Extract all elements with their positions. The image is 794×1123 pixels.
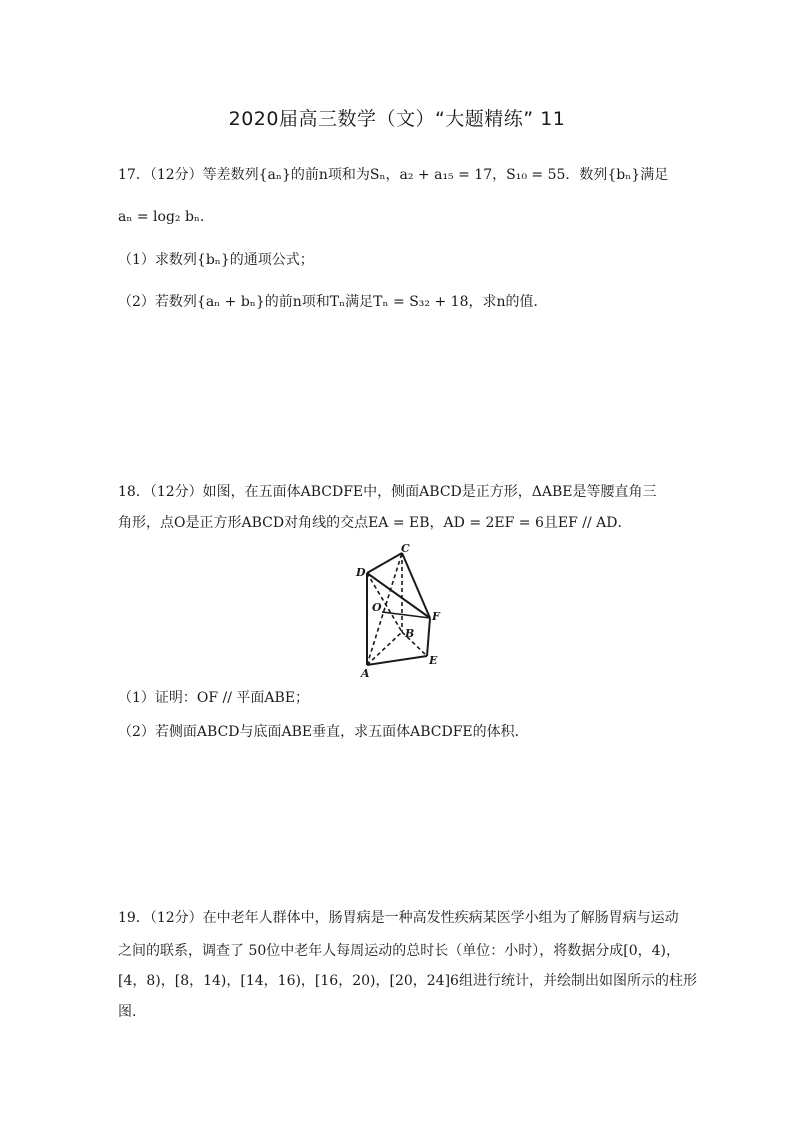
label-b: B [405, 627, 415, 640]
pentahedron-figure [352, 540, 452, 680]
label-c: C [401, 542, 410, 555]
problem-18-statement: 18．（12分）如图，在五面体ABCDFE中，侧面ABCD是正方形，ΔABE是等腰直角三 [118, 484, 657, 500]
label-e: E [429, 654, 438, 667]
page-title: 2020届高三数学（文）“大题精练” 11 [228, 108, 566, 130]
edge-ae [367, 656, 427, 665]
label-f: F [432, 610, 440, 623]
problem-19-statement-cont-3: 图． [118, 1004, 146, 1020]
problem-19-statement-cont-1: 之间的联系，调查了 50位中老年人每周运动的总时长（单位：小时），将数据分成[0，4)， [118, 943, 681, 959]
label-d: D [356, 566, 366, 579]
label-a: A [361, 667, 370, 680]
problem-17-statement: 17．（12分）等差数列{aₙ}的前n项和为Sₙ，a₂ + a₁₅ = 17，S₁₀ = 55．数列{bₙ}满足 [118, 167, 669, 183]
problem-19-statement-cont-2: [4，8)，[8，14)，[14，16)，[16，20)，[20，24]6组进行统计，并绘制出如图所示的柱形 [118, 973, 697, 989]
problem-17-condition: aₙ = log₂ bₙ． [118, 209, 214, 225]
label-o: O [372, 601, 382, 614]
edge-fe [427, 618, 430, 656]
problem-17-part-1: （1）求数列{bₙ}的通项公式； [118, 252, 314, 268]
problem-18-part-1: （1）证明：OF // 平面ABE； [118, 690, 310, 706]
problem-17-part-2: （2）若数列{aₙ + bₙ}的前n项和Tₙ满足Tₙ = S₃₂ + 18，求n的值． [118, 294, 548, 310]
problem-18-part-2: （2）若侧面ABCD与底面ABE垂直，求五面体ABCDFE的体积． [118, 724, 529, 740]
problem-19-statement: 19．（12分）在中老年人群体中，肠胃病是一种高发性疾病某医学小组为了解肠胃病与运动 [118, 910, 679, 926]
problem-18-statement-cont: 角形，点O是正方形ABCD对角线的交点EA = EB，AD = 2EF = 6且EF // AD． [118, 515, 632, 531]
